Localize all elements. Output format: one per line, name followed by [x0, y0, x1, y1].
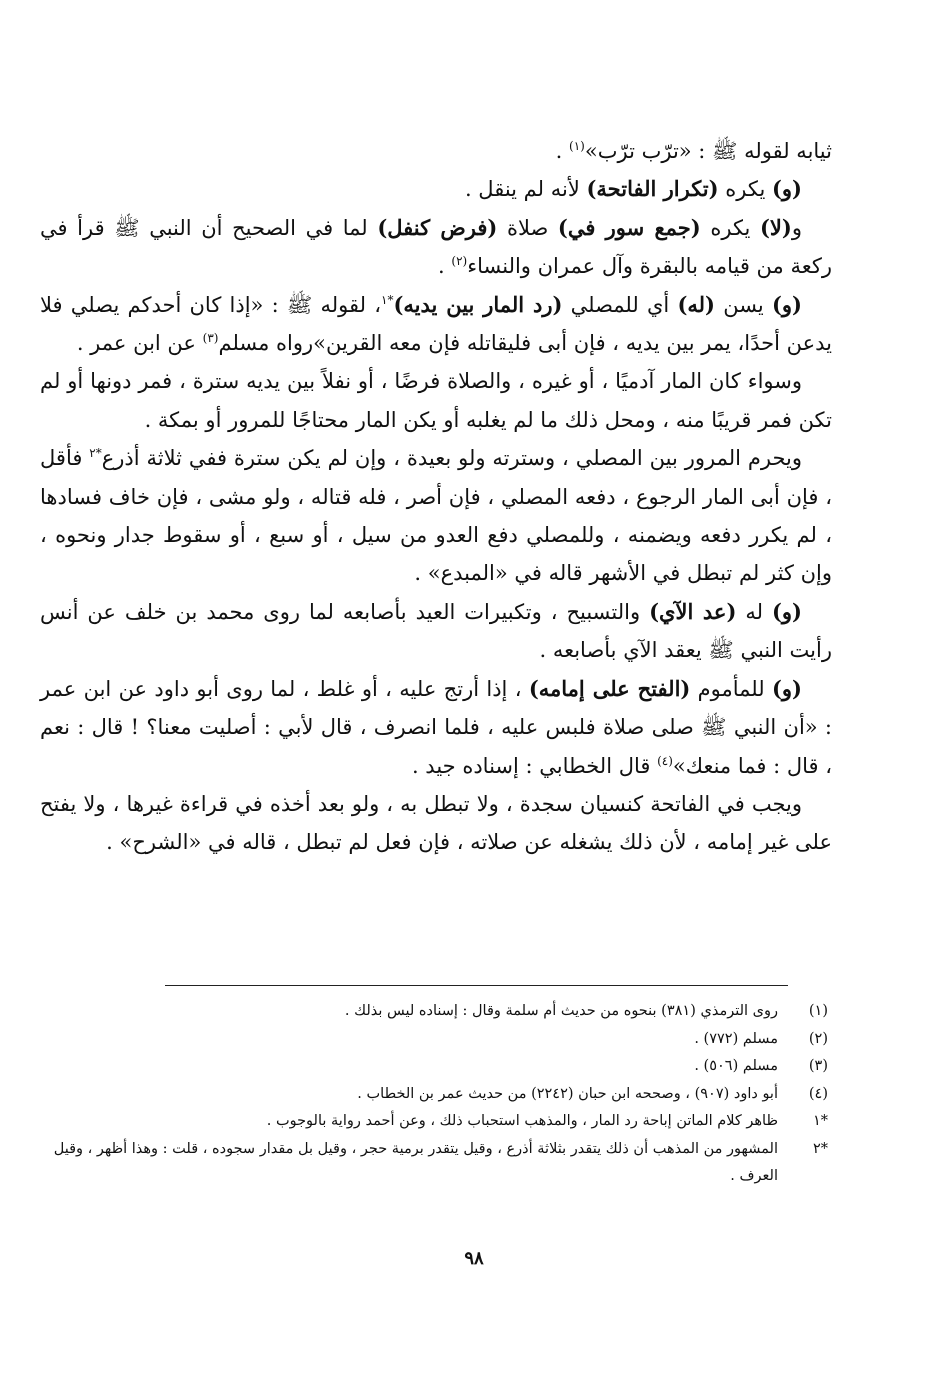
text-run: صلاة — [497, 215, 558, 240]
paragraph — [40, 209, 832, 286]
footnote-ref: (٤) — [657, 753, 673, 768]
footnote — [45, 1053, 828, 1081]
text-run: ، لقوله ﷺ : «إذا كان أحدكم يصلي فلا يدعن أحدًا، يمر بين يديه ، فإن أبى فليقاتله فإن معه القرين»رواه مسلم — [40, 292, 832, 356]
text-run: له — [736, 599, 772, 624]
matn-term: (و) — [771, 291, 802, 317]
paragraph — [40, 785, 832, 862]
footnote-text: مسلم (٧٧٢) . — [694, 1030, 778, 1047]
footnote-ref: (١) — [569, 139, 585, 153]
footnote-text: المشهور من المذهب أن ذلك يتقدر بثلاثة أذرع ، وقيل يتقدر برمية حجر ، وقيل بل مقدار سجوده ، قلت : وهذا أظهر ، وقيل العرف . — [53, 1140, 778, 1184]
text-run: يكره — [718, 177, 772, 202]
matn-term: (فرض كنفل) — [377, 214, 498, 240]
paragraph — [40, 593, 832, 670]
matn-term: (تكرار الفاتحة) — [586, 176, 719, 202]
footnote-separator — [165, 985, 788, 986]
text-run: و — [791, 215, 803, 240]
text-run: فأقل ، فإن أبى المار الرجوع ، دفعه المصلي ، فإن أصر ، فله قتاله ، ولو مشى ، فإن خاف فسادها ، لم يكرر دفعه ويضمنه ، وللمصلي دفع العدو من سيل ، أو سبع ، أو سقوط جدار ونحوه ، وإن كثر لم تبطل في الأشهر قاله في «المبدع» . — [40, 446, 833, 586]
paragraph — [40, 362, 832, 439]
matn-term: (و) — [771, 598, 802, 624]
footnote-text: أبو داود (٩٠٧) ، وصححه ابن حبان (٢٢٤٢) من حديث عمر بن الخطاب . — [357, 1085, 778, 1102]
footnote-number: *٢ — [812, 1140, 828, 1157]
page-number: ٩٨ — [464, 1248, 484, 1269]
text-run: ثيابه لقوله ﷺ : «ترّب ترّب» — [584, 139, 832, 163]
footnote-number: (٢) — [808, 1030, 828, 1047]
footnote-number: (٤) — [808, 1085, 828, 1102]
text-run: ، إذا أرتج عليه ، أو غلط ، لما روى أبو داود عن ابن عمر : «أن النبي ﷺ صلى صلاة فلبس عليه ، فلما انصرف ، قال لأبي : أصليت معنا؟ ! قال : نعم ، قال : فما منعك» — [40, 676, 832, 778]
paragraph — [40, 132, 832, 170]
footnote-ref: (٣) — [202, 331, 219, 346]
text-run: . — [555, 139, 570, 163]
text-run: وسواء كان المار آدميًا ، أو غيره ، والصلاة فرضًا ، أو نفلاً بين يديه سترة ، فمر دونها أو لم تكن فمر قريبًا منه ، ومحل ذلك ما لم يغلبه أو يكن المار محتاجًا للمرور أو بمكة . — [40, 369, 832, 432]
footnote-number: (٣) — [808, 1058, 828, 1074]
footnote — [45, 1026, 828, 1054]
footnote-ref: *١ — [381, 292, 394, 307]
text-run: . — [438, 254, 452, 279]
footnote — [45, 1081, 828, 1109]
footnote-number: (١) — [808, 1003, 828, 1019]
text-run: ويجب في الفاتحة كنسيان سجدة ، ولا تبطل به ، ولو بعد أخذه في قراءة غيرها ، ولا يفتح على غير إمامه ، لأن ذلك يشغله عن صلاته ، فإن فعل لم تبطل ، قاله في «الشرح» . — [40, 791, 832, 855]
paragraph — [40, 170, 832, 208]
matn-term: (جمع سور في) — [557, 214, 701, 240]
footnote — [45, 1108, 828, 1136]
text-run: قال الخطابي : إسناده جيد . — [411, 753, 658, 778]
main-text — [40, 132, 832, 862]
footnote — [45, 1136, 828, 1191]
paragraph — [40, 439, 832, 593]
text-run: للمأموم — [690, 676, 772, 701]
footnote — [45, 998, 828, 1026]
paragraph — [40, 286, 832, 363]
matn-term: (و) — [771, 176, 802, 202]
text-run: والتسبيح ، وتكبيرات العيد بأصابعه لما روى محمد بن خلف عن أنس رأيت النبي ﷺ يعقد الآي بأصابعه . — [40, 599, 832, 663]
text-run: يسن — [715, 292, 772, 317]
text-run: لما في الصحيح أن النبي ﷺ قرأ في ركعة من قيامه بالبقرة وآل عمران والنساء — [40, 215, 832, 279]
matn-term: (لا) — [760, 214, 792, 240]
matn-term: (الفتح على إمامه) — [528, 675, 691, 701]
matn-term: (و) — [771, 675, 802, 701]
footnote-ref: (٢) — [451, 254, 468, 269]
matn-term: (له) — [677, 291, 715, 317]
footnote-ref: *٢ — [89, 446, 102, 461]
text-run: ويحرم المرور بين المصلي ، وسترته ولو بعيدة ، وإن لم يكن سترة ففي ثلاثة أذرع — [101, 446, 802, 471]
text-run: أي للمصلي — [562, 292, 678, 317]
footnote-text: ظاهر كلام الماتن إباحة رد المار ، والمذهب استحباب ذلك ، وعن أحمد رواية بالوجوب . — [266, 1113, 778, 1129]
footnotes — [45, 998, 828, 1191]
matn-term: (عد الآي) — [649, 598, 737, 624]
text-run: يكره — [700, 215, 760, 240]
footnote-text: مسلم (٥٠٦) . — [694, 1058, 778, 1074]
paragraph — [40, 670, 832, 785]
text-run: لأنه لم ينقل . — [464, 177, 587, 202]
footnote-number: *١ — [812, 1113, 828, 1129]
text-run: عن ابن عمر . — [76, 331, 203, 356]
footnote-text: روى الترمذي (٣٨١) بنحوه من حديث أم سلمة وقال : إسناده ليس بذلك . — [344, 1003, 778, 1019]
matn-term: (رد المار بين يديه) — [393, 291, 563, 317]
